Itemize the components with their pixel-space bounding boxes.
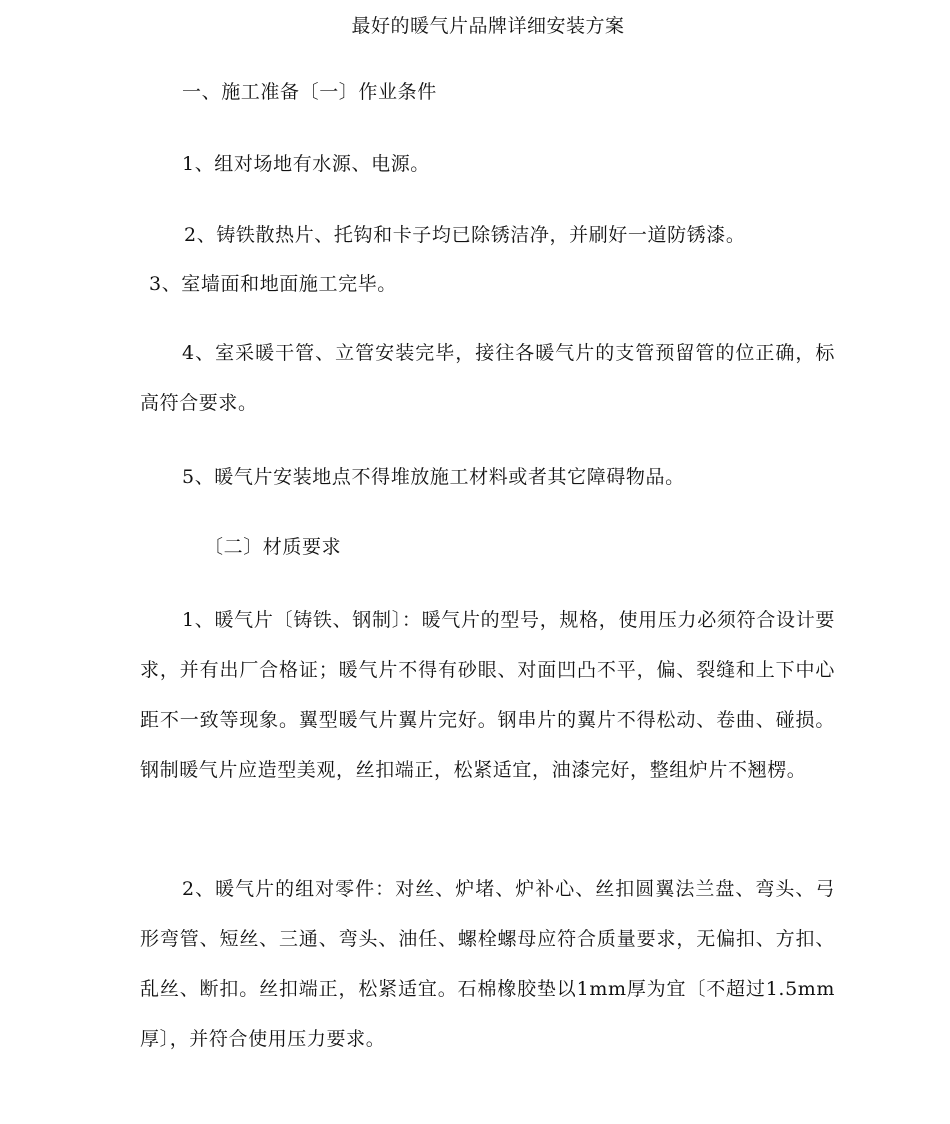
condition-item-5: 5、暖气片安装地点不得堆放施工材料或者其它障碍物品。 [182, 466, 685, 488]
section-heading-preparation: 一、施工准备〔一〕作业条件 [182, 81, 437, 103]
section-heading-materials: 〔二〕材质要求 [204, 536, 342, 558]
material-item-1: 1、暖气片〔铸铁、钢制〕：暖气片的型号，规格，使用压力必须符合设计要求，并有出厂合格证；暖气片不得有砂眼、对面凹凸不平，偏、裂缝和上下中心距不一致等现象。翼型暖气片翼片完好。钢串片的翼片不得松动、卷曲、碰损。钢制暖气片应造型美观，丝扣端正，松紧适宜，油漆完好，整组炉片不翘楞。 [140, 609, 835, 781]
document-title: 最好的暖气片品牌详细安装方案 [351, 15, 625, 37]
material-item-2: 2、暖气片的组对零件：对丝、炉堵、炉补心、丝扣圆翼法兰盘、弯头、弓形弯管、短丝、三通、弯头、油任、螺栓螺母应符合质量要求，无偏扣、方扣、乱丝、断扣。丝扣端正，松紧适宜。石棉橡胶垫以1mm厚为宜〔不超过1.5mm厚〕，并符合使用压力要求。 [140, 878, 835, 1050]
condition-item-1: 1、组对场地有水源、电源。 [182, 153, 430, 175]
condition-item-4: 4、室采暖干管、立管安装完毕，接往各暖气片的支管预留管的位正确，标高符合要求。 [140, 342, 835, 414]
condition-item-2: 2、铸铁散热片、托钩和卡子均已除锈洁净，并刷好一道防锈漆。 [184, 224, 746, 246]
condition-item-3: 3、室墙面和地面施工完毕。 [149, 273, 397, 295]
